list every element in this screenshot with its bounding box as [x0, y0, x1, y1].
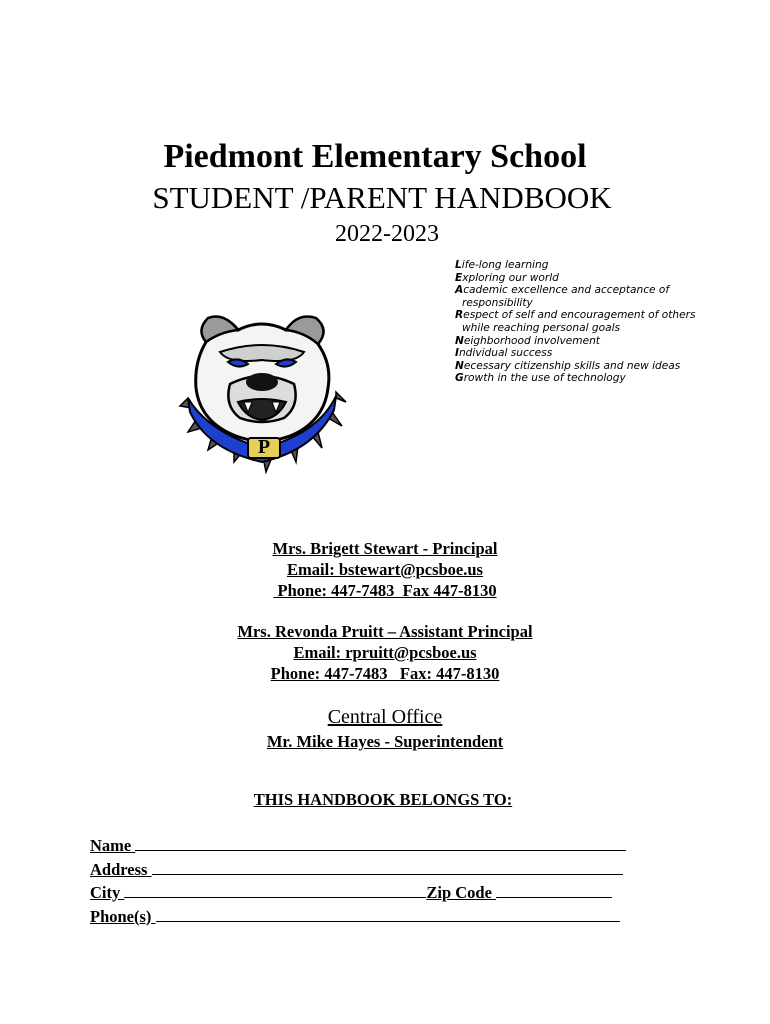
zip-label: Zip Code [426, 883, 492, 902]
motto-list [455, 259, 705, 385]
motto-line: responsibility [462, 296, 533, 309]
zip-field[interactable] [496, 883, 612, 898]
principal-name: Mrs. Brigett Stewart - Principal [272, 539, 498, 558]
name-line [90, 834, 626, 858]
phone-field[interactable] [156, 907, 620, 922]
motto-line: Exploring our world [455, 271, 559, 284]
assistant-principal-contact [0, 621, 770, 684]
school-name: Piedmont Elementary School [163, 138, 587, 175]
collar-letter: P [257, 436, 271, 458]
ownership-form [90, 834, 626, 928]
city-field[interactable] [124, 883, 426, 898]
assistant-principal-name: Mrs. Revonda Pruitt – Assistant Principal [237, 622, 533, 641]
city-zip-line [90, 881, 626, 905]
motto-line: Neighborhood involvement [455, 334, 600, 347]
motto-line: Growth in the use of technology [455, 372, 626, 385]
assistant-principal-phone: Phone: 447-7483 Fax: 447-8130 [270, 664, 500, 683]
phone-label: Phone(s) [90, 906, 152, 926]
motto-line: Respect of self and encouragement of others [455, 309, 696, 322]
ownership-heading: THIS HANDBOOK BELONGS TO: [253, 790, 513, 809]
handbook-title: STUDENT /PARENT HANDBOOK [152, 180, 612, 215]
address-field[interactable] [152, 860, 623, 875]
principal-contact [0, 538, 770, 601]
principal-phone: Phone: 447-7483 Fax 447-8130 [273, 581, 497, 600]
motto-line: Individual success [455, 347, 553, 360]
school-year: 2022-2023 [335, 221, 439, 247]
motto-line: while reaching personal goals [462, 321, 621, 334]
phone-line [90, 905, 626, 929]
name-label: Name [90, 836, 132, 855]
motto-line: Life-long learning [455, 259, 549, 271]
motto-line: Necessary citizenship skills and new ideas [455, 359, 681, 372]
superintendent-name: Mr. Mike Hayes - Superintendent [266, 732, 504, 751]
address-label: Address [90, 859, 148, 879]
address-line [90, 858, 626, 882]
motto-line: Academic excellence and acceptance of [455, 284, 670, 297]
name-field[interactable] [135, 836, 626, 851]
principal-email[interactable]: Email: bstewart@pcsboe.us [287, 560, 483, 579]
city-label: City [90, 883, 121, 902]
bulldog-mascot-icon [178, 302, 348, 477]
assistant-principal-email[interactable]: Email: rpruitt@pcsboe.us [293, 643, 477, 662]
central-office-title: Central Office [327, 706, 443, 728]
